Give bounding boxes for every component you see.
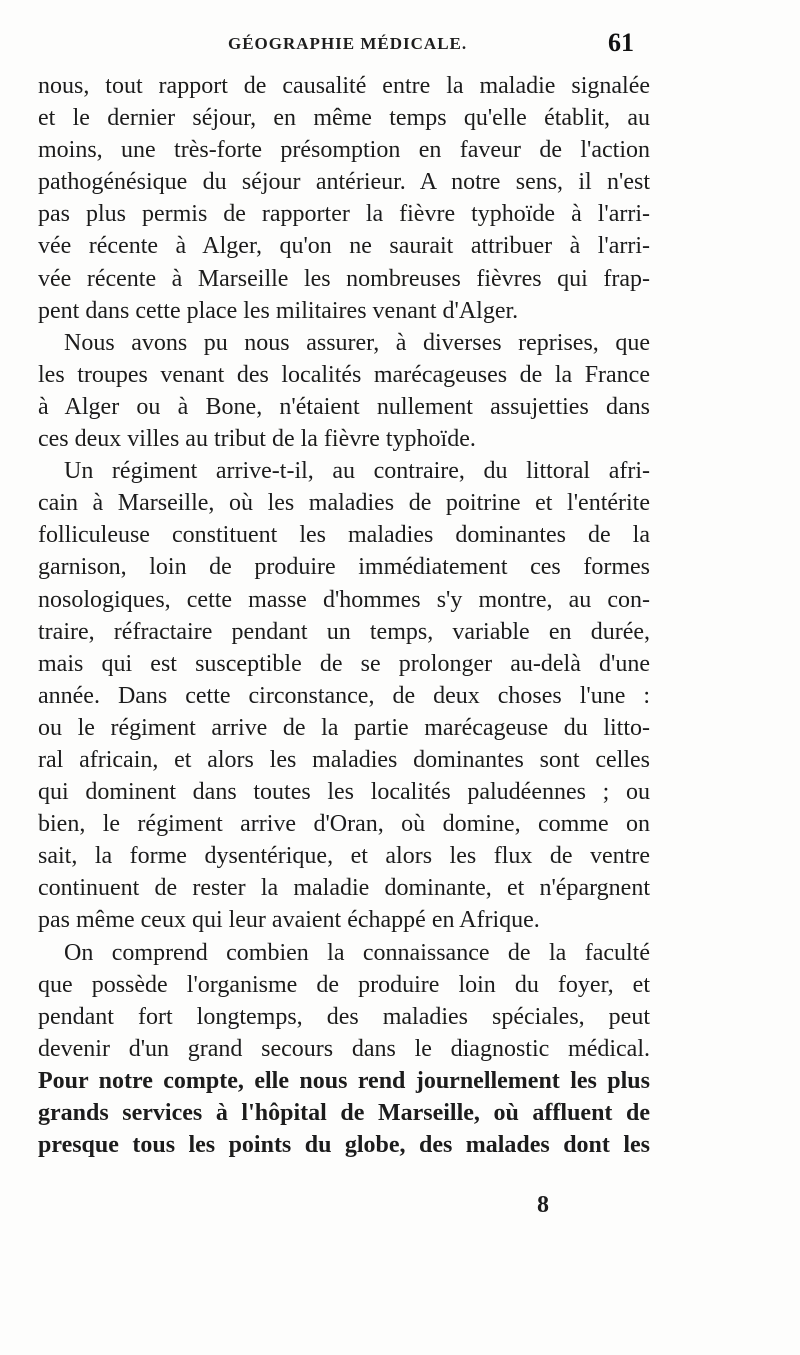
text-line: et le dernier séjour, en même temps qu'elle établit, au [38, 105, 650, 132]
text-line: devenir d'un grand secours dans le diagnostic médical. [38, 1035, 650, 1062]
running-title: GÉOGRAPHIE MÉDICALE. [228, 34, 468, 53]
text-line: grands services à l'hôpital de Marseille, où affluent de [38, 1100, 650, 1126]
text-line: moins, une très-forte présomption en faveur de l'action [38, 137, 650, 164]
text-line: qui dominent dans toutes les localités paludéennes ; ou [38, 779, 650, 806]
text-line: folliculeuse constituent les maladies dominantes de la [38, 522, 650, 549]
text-line: bien, le régiment arrive d'Oran, où domine, comme on [38, 811, 650, 838]
text-line: nous, tout rapport de causalité entre la maladie signalée [38, 73, 650, 99]
text-line: que possède l'organisme de produire loin du foyer, et [38, 971, 650, 998]
text-line: Pour notre compte, elle nous rend journellement les plus [38, 1067, 650, 1094]
text-line: vée récente à Alger, qu'on ne saurait attribuer à l'arri- [38, 233, 650, 260]
text-line: traire, réfractaire pendant un temps, variable en durée, [38, 618, 650, 645]
page-number: 61 [608, 28, 634, 57]
text-line: nosologiques, cette masse d'hommes s'y montre, au con- [38, 586, 650, 613]
text-line: ces deux villes au tribut de la fièvre typhoïde. [38, 426, 476, 453]
text-line: année. Dans cette circonstance, de deux choses l'une : [38, 682, 650, 709]
text-line: sait, la forme dysentérique, et alors les flux de ventre [38, 843, 650, 870]
text-line: pas même ceux qui leur avaient échappé en Afrique. [38, 907, 540, 934]
text-line: pent dans cette place les militaires venant d'Alger. [38, 297, 519, 324]
text-line: les troupes venant des localités marécageuses de la France [38, 361, 650, 388]
text-line: cain à Marseille, où les maladies de poitrine et l'entérite [38, 490, 650, 517]
text-line: ral africain, et alors les maladies dominantes sont celles [38, 746, 650, 773]
body-text [38, 70, 650, 1161]
text-line: presque tous les points du globe, des malades dont les [38, 1132, 650, 1159]
text-line: mais qui est susceptible de se prolonger au-delà d'une [38, 650, 650, 677]
text-line: On comprend combien la connaissance de la faculté [64, 939, 650, 966]
text-line: à Alger ou à Bone, n'étaient nullement assujetties dans [38, 393, 650, 420]
text-line: pas plus permis de rapporter la fièvre typhoïde à l'arri- [38, 201, 650, 228]
text-line: Nous avons pu nous assurer, à diverses reprises, que [64, 329, 650, 356]
text-line: continuent de rester la maladie dominante, et n'épargnent [38, 875, 650, 902]
text-line: pendant fort longtemps, des maladies spéciales, peut [38, 1003, 650, 1030]
text-line: Un régiment arrive-t-il, au contraire, du littoral afri- [64, 458, 650, 485]
text-line: vée récente à Marseille les nombreuses fièvres qui frap- [38, 265, 650, 292]
signature-mark: 8 [537, 1192, 549, 1218]
text-line: garnison, loin de produire immédiatement ces formes [38, 554, 650, 581]
text-line: pathogénésique du séjour antérieur. A notre sens, il n'est [38, 169, 650, 196]
text-line: ou le régiment arrive de la partie marécageuse du litto- [38, 714, 650, 741]
